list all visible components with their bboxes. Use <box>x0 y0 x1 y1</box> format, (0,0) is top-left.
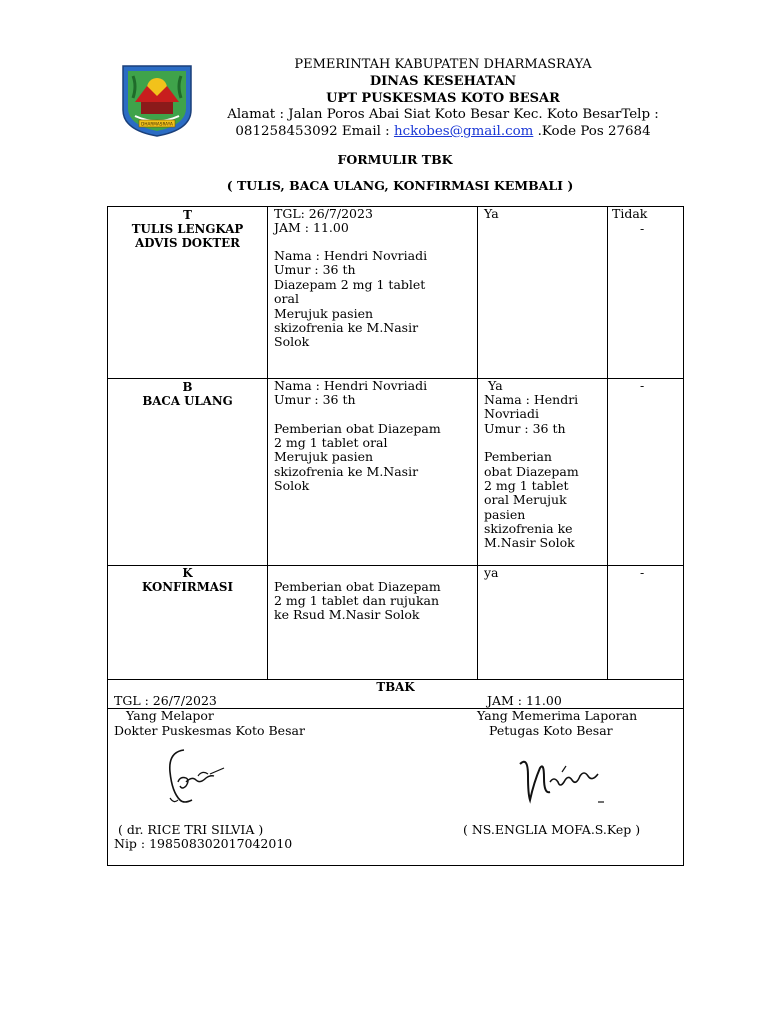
reporter-nip: Nip : 198508302017042010 <box>114 836 293 851</box>
tbak-date: TGL : 26/7/2023 <box>114 693 217 708</box>
tbak-title: TBAK <box>376 680 415 694</box>
header-government: PEMERINTAH KABUPATEN DHARMASRAYA <box>294 57 592 72</box>
row-t-letter: T <box>183 208 192 222</box>
row-t-date: TGL: 26/7/2023 <box>274 206 373 221</box>
row-t-text-line: oral <box>274 291 299 306</box>
receiver-signature <box>498 742 608 810</box>
row-k-text-line: ke Rsud M.Nasir Solok <box>274 607 420 622</box>
row-t-text-line: Merujuk pasien <box>274 306 374 321</box>
row-t-text-line: Solok <box>274 334 310 349</box>
logo-banner-text: DHARMASRAYA <box>141 121 173 127</box>
row-b-ya-text: Nama : Hendri <box>484 392 579 407</box>
row-b-ya-text: Pemberian <box>484 449 552 464</box>
form-subtitle: ( TULIS, BACA ULANG, KONFIRMASI KEMBALI ) <box>226 178 574 193</box>
row-b-letter: B <box>182 380 193 394</box>
row-t-label-1: TULIS LENGKAP <box>131 222 244 236</box>
row-b-text-line: Umur : 36 th <box>274 392 356 407</box>
row-t-patient-name: Nama : Hendri Novriadi <box>274 248 428 263</box>
row-b-text-line: Solok <box>274 478 310 493</box>
row-t-label-2: ADVIS DOKTER <box>135 236 240 250</box>
row-b-ya-text: Novriadi <box>484 406 539 421</box>
reporter-role: Yang Melapor <box>126 708 214 723</box>
row-k-label: KONFIRMASI <box>142 580 233 594</box>
row-k-text-line: Pemberian obat Diazepam <box>274 579 441 594</box>
handwritten-signature-icon <box>498 742 608 810</box>
row-b-ya-text: oral Merujuk <box>484 492 567 507</box>
row-b-ya-text: Umur : 36 th <box>484 421 566 436</box>
header-phone: 081258453092 Email : <box>235 124 394 139</box>
row-b-text-line: 2 mg 1 tablet oral <box>274 435 388 450</box>
row-b-text-line: Merujuk pasien <box>274 449 374 464</box>
receiver-name: ( NS.ENGLIA MOFA.S.Kep ) <box>463 822 641 837</box>
row-b-ya-text: M.Nasir Solok <box>484 535 575 550</box>
row-k-tidak: - <box>640 565 645 580</box>
header-address: Alamat : Jalan Poros Abai Siat Koto Besar Kec. Koto BesarTelp : <box>227 107 659 122</box>
reporter-name: ( dr. RICE TRI SILVIA ) <box>118 822 264 837</box>
row-t-patient-age: Umur : 36 th <box>274 262 356 277</box>
row-t-ya: Ya <box>484 206 499 221</box>
reporter-unit: Dokter Puskesmas Koto Besar <box>114 723 305 738</box>
receiver-unit: Petugas Koto Besar <box>489 723 613 738</box>
header-contact <box>200 123 686 140</box>
header-postal-code: .Kode Pos 27684 <box>533 124 651 139</box>
row-k-letter: K <box>182 566 193 580</box>
row-b-ya-text: Ya <box>484 378 503 393</box>
row-b-ya-text: obat Diazepam <box>484 464 579 479</box>
row-k-text-line: 2 mg 1 tablet dan rujukan <box>274 593 440 608</box>
email-link[interactable]: hckobes@gmail.com <box>393 124 534 139</box>
row-t-text-line: skizofrenia ke M.Nasir <box>274 320 419 335</box>
row-t-text-line: Diazepam 2 mg 1 tablet <box>274 277 426 292</box>
row-t-tidak-dash: - <box>640 221 645 236</box>
row-b-label: BACA ULANG <box>142 394 233 408</box>
regency-emblem-icon <box>119 62 195 138</box>
form-title: FORMULIR TBK <box>337 152 453 167</box>
header-puskesmas: UPT PUSKESMAS KOTO BESAR <box>326 91 560 106</box>
row-b-ya-text: 2 mg 1 tablet <box>484 478 569 493</box>
row-b-ya-text: pasien <box>484 507 526 522</box>
reporter-signature <box>150 742 230 814</box>
row-b-ya-text: skizofrenia ke <box>484 521 573 536</box>
row-t-time: JAM : 11.00 <box>274 220 349 235</box>
regency-logo <box>119 62 195 138</box>
tbak-time: JAM : 11.00 <box>487 693 562 708</box>
handwritten-signature-icon <box>150 742 230 814</box>
row-t-tidak: Tidak <box>612 206 648 221</box>
row-b-text-line: skizofrenia ke M.Nasir <box>274 464 419 479</box>
header-agency: DINAS KESEHATAN <box>369 74 517 89</box>
row-b-tidak: - <box>640 378 645 393</box>
receiver-role: Yang Memerima Laporan <box>477 708 638 723</box>
row-b-text-line: Pemberian obat Diazepam <box>274 421 441 436</box>
row-b-text-line: Nama : Hendri Novriadi <box>274 378 428 393</box>
row-k-ya: ya <box>484 565 499 580</box>
